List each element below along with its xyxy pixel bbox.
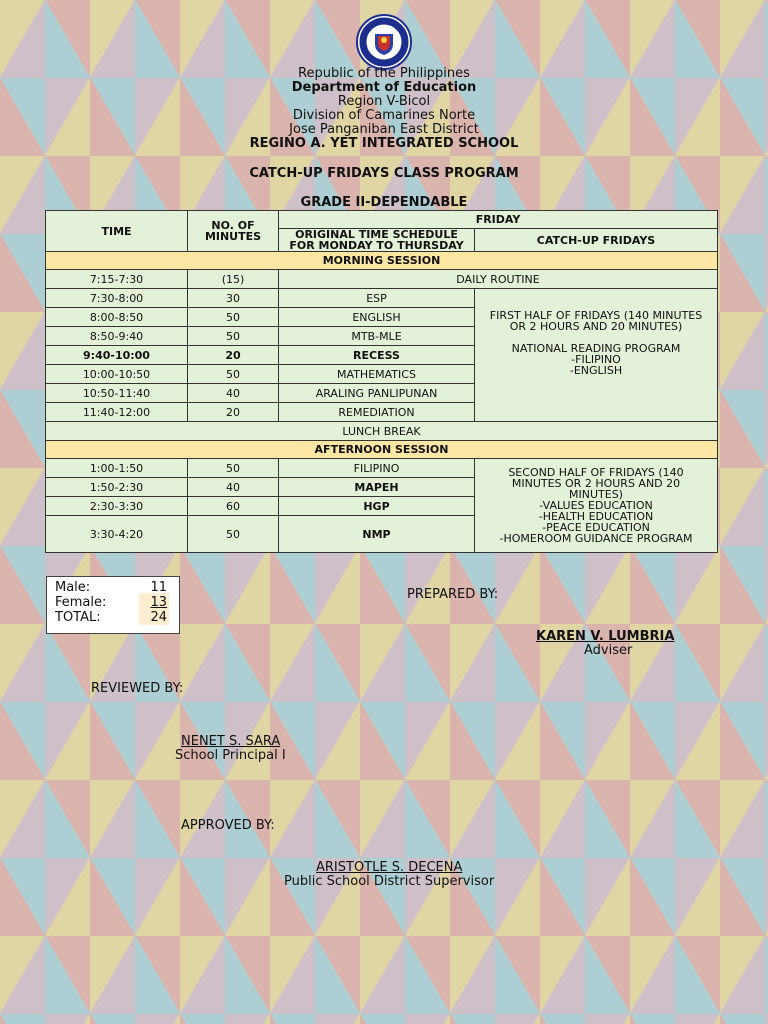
prepared-by-name: KAREN V. LUMBRIA — [536, 629, 675, 644]
table-cell-subject: ENGLISH — [279, 308, 475, 327]
catchup-text: -ENGLISH — [569, 364, 623, 377]
approved-by-label: APPROVED BY: — [181, 818, 275, 833]
approved-by-title: Public School District Supervisor — [284, 874, 495, 889]
table-cell-subject: NMP — [279, 516, 475, 553]
table-cell-time: 10:50-11:40 — [46, 384, 188, 403]
table-cell-minutes: 50 — [188, 308, 279, 327]
reviewed-by-title: School Principal I — [175, 748, 286, 763]
table-cell-subject: HGP — [279, 497, 475, 516]
lunch-row — [46, 422, 718, 441]
table-row — [46, 289, 718, 308]
table-cell-minutes: 50 — [188, 516, 279, 553]
morning-session-label: MORNING SESSION — [46, 252, 718, 270]
reviewed-by-name: NENET S. SARA — [181, 734, 281, 749]
approved-by-name: ARISTOTLE S. DECENA — [316, 860, 463, 875]
total-label: TOTAL: — [55, 610, 101, 625]
catchup-text: MINUTES) — [569, 488, 623, 501]
table-cell-subject: MAPEH — [279, 478, 475, 497]
col-time-header: TIME — [46, 211, 188, 252]
table-cell-time: 1:50-2:30 — [46, 478, 188, 497]
header-district: Jose Panganiban East District — [289, 122, 479, 137]
header-republic: Republic of the Philippines — [298, 66, 470, 81]
program-title: CATCH-UP FRIDAYS CLASS PROGRAM — [249, 166, 519, 181]
table-cell-time: 8:00-8:50 — [46, 308, 188, 327]
deped-seal — [356, 14, 412, 70]
prepared-by-label: PREPARED BY: — [407, 587, 499, 602]
header-department: Department of Education — [291, 80, 477, 95]
header-division: Division of Camarines Norte — [292, 108, 476, 123]
table-cell-time: 11:40-12:00 — [46, 403, 188, 422]
class-program-table — [45, 210, 718, 553]
catchup-text: NATIONAL READING PROGRAM — [511, 342, 681, 355]
table-cell-subject: ARALING PANLIPUNAN — [279, 384, 475, 403]
female-count: 13 — [150, 595, 167, 610]
table-cell-time: 2:30-3:30 — [46, 497, 188, 516]
afternoon-session-label: AFTERNOON SESSION — [46, 441, 718, 459]
table-cell-minutes: 50 — [188, 327, 279, 346]
catchup-text: -FILIPINO — [571, 353, 621, 366]
table-cell-time: 10:00-10:50 — [46, 365, 188, 384]
col-minutes-header: NO. OF MINUTES — [188, 211, 279, 252]
table-cell-subject: MATHEMATICS — [279, 365, 475, 384]
table-cell-minutes: 50 — [188, 459, 279, 478]
catchup-text: MINUTES OR 2 HOURS AND 20 — [511, 477, 681, 490]
col-friday-header: FRIDAY — [279, 211, 718, 229]
catchup-text: FIRST HALF OF FRIDAYS (140 MINUTES — [489, 309, 703, 322]
table-cell-subject: ESP — [279, 289, 475, 308]
total-count: 24 — [150, 610, 167, 625]
daily-routine-row — [46, 270, 718, 289]
table-cell-minutes: (15) — [188, 270, 279, 289]
table-cell-subject: FILIPINO — [279, 459, 475, 478]
table-cell-minutes: 20 — [188, 346, 279, 365]
morning-catchup-cell — [475, 289, 718, 422]
table-cell-time: 1:00-1:50 — [46, 459, 188, 478]
catchup-text: -HEALTH EDUCATION — [538, 510, 654, 523]
table-cell-minutes: 40 — [188, 478, 279, 497]
prepared-by-title: Adviser — [584, 643, 633, 658]
male-label: Male: — [55, 580, 91, 595]
reviewed-by-label: REVIEWED BY: — [91, 681, 184, 696]
seal-emblem-icon — [358, 16, 410, 68]
col-original-header: ORIGINAL TIME SCHEDULE FOR MONDAY TO THURSDAY — [279, 229, 475, 252]
header-region: Region V-Bicol — [337, 94, 431, 109]
table-header-row — [46, 211, 718, 229]
table-cell-minutes: 50 — [188, 365, 279, 384]
table-cell-time: 9:40-10:00 — [46, 346, 188, 365]
morning-session-row — [46, 252, 718, 270]
catchup-text: OR 2 HOURS AND 20 MINUTES) — [509, 320, 683, 333]
table-cell-time: 7:30-8:00 — [46, 289, 188, 308]
table-cell-minutes: 30 — [188, 289, 279, 308]
table-cell-time: 8:50-9:40 — [46, 327, 188, 346]
daily-routine-label: DAILY ROUTINE — [279, 270, 718, 289]
col-catchup-header: CATCH-UP FRIDAYS — [475, 229, 718, 252]
catchup-text: SECOND HALF OF FRIDAYS (140 — [508, 466, 684, 479]
catchup-text: -HOMEROOM GUIDANCE PROGRAM — [499, 532, 693, 545]
afternoon-catchup-cell — [475, 459, 718, 553]
lunch-break-label: LUNCH BREAK — [46, 422, 718, 441]
afternoon-session-row — [46, 441, 718, 459]
table-cell-subject: MTB-MLE — [279, 327, 475, 346]
table-row — [46, 459, 718, 478]
table-cell-minutes: 40 — [188, 384, 279, 403]
table-cell-time: 7:15-7:30 — [46, 270, 188, 289]
header-school: REGINO A. YET INTEGRATED SCHOOL — [249, 136, 519, 151]
table-cell-minutes: 60 — [188, 497, 279, 516]
table-cell-subject: REMEDIATION — [279, 403, 475, 422]
learner-tally-box — [46, 576, 180, 634]
male-count: 11 — [150, 580, 167, 595]
table-cell-subject: RECESS — [279, 346, 475, 365]
table-cell-minutes: 20 — [188, 403, 279, 422]
catchup-text: -PEACE EDUCATION — [542, 521, 650, 534]
female-label: Female: — [55, 595, 107, 610]
table-cell-time: 3:30-4:20 — [46, 516, 188, 553]
catchup-text: -VALUES EDUCATION — [539, 499, 653, 512]
grade-section: GRADE II-DEPENDABLE — [300, 195, 468, 210]
